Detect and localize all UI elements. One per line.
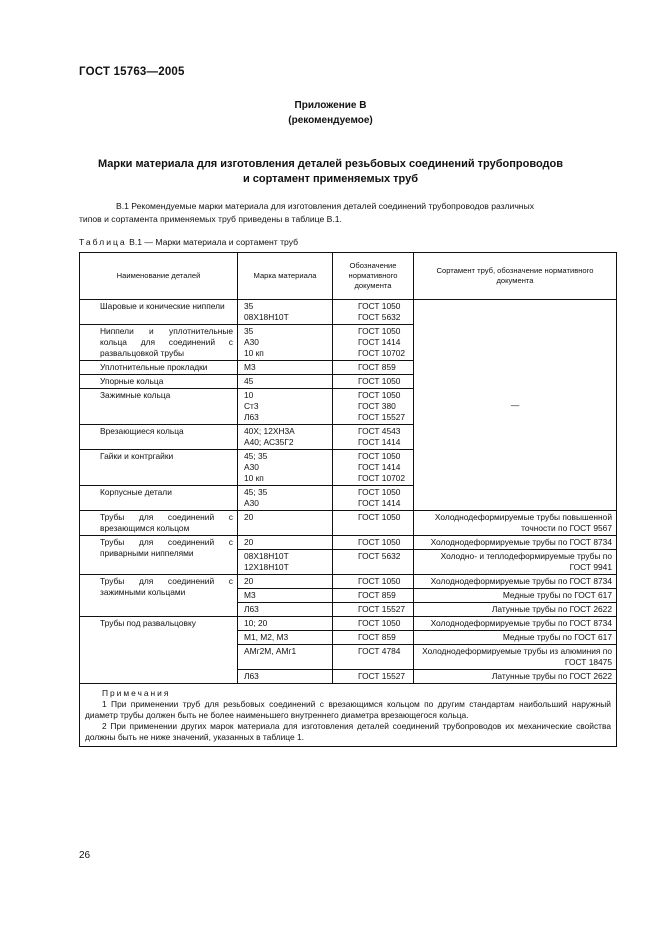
pipe-assortment: Холоднодеформируемые трубы по ГОСТ 8734 [414,575,617,589]
normative-doc: ГОСТ 4784 [333,645,414,670]
material-grade: АМг2М, АМг1 [238,645,333,670]
material-grade: 10 Ст3 Л63 [238,389,333,425]
normative-doc: ГОСТ 859 [333,361,414,375]
table-row [80,617,617,631]
normative-doc: ГОСТ 4543 ГОСТ 1414 [333,425,414,450]
material-grade: 35 08Х18Н10Т [238,300,333,325]
material-grade: Л63 [238,603,333,617]
normative-doc: ГОСТ 15527 [333,603,414,617]
appendix-title-line-1: Марки материала для изготовления деталей резьбовых соединений трубопроводов [98,158,563,170]
page-number: 26 [79,850,91,861]
table-header-row [80,253,617,300]
material-grade: 35 А30 10 кп [238,325,333,361]
material-grade: 20 [238,575,333,589]
material-grade: 40Х; 12ХН3А А40; АС35Г2 [238,425,333,450]
normative-doc: ГОСТ 1050 [333,617,414,631]
assortment-dash: — [414,300,617,511]
note-2: 2 При применении других марок материала для изготовления деталей соединений трубопроводов их механические свойства должны быть не ниже значений, указанных в таблице 1. [85,721,611,742]
header-normative-doc: Обозначение нормативного документа [333,253,414,300]
normative-doc: ГОСТ 1050 ГОСТ 380 ГОСТ 15527 [333,389,414,425]
table-row [80,511,617,536]
part-name: Корпусные детали [80,486,238,511]
pipe-assortment: Латунные трубы по ГОСТ 2622 [414,670,617,684]
normative-doc: ГОСТ 1050 [333,575,414,589]
table-caption-text: В.1 — Марки материала и сортамент труб [126,237,299,247]
normative-doc: ГОСТ 1050 ГОСТ 1414 ГОСТ 10702 [333,450,414,486]
material-grade: 20 [238,511,333,536]
pipe-assortment: Холоднодеформируемые трубы по ГОСТ 8734 [414,536,617,550]
header-material-grade: Марка материала [238,253,333,300]
header-part-name: Наименование деталей [80,253,238,300]
pipe-assortment: Холоднодеформируемые трубы по ГОСТ 8734 [414,617,617,631]
appendix-status: (рекомендуемое) [288,115,373,126]
normative-doc: ГОСТ 1050 [333,536,414,550]
table-row [80,575,617,589]
header-pipe-assortment: Сортамент труб, обозначение нормативного документа [414,253,617,300]
note-1: 1 При применении труб для резьбовых соединений с врезающимся кольцом по другим стандартам наибольший наружный диаметр трубы должен быть не более наименьшего внутреннего диаметра врезающегося кольца. [85,699,611,720]
part-name: Трубы для соединений с зажимными кольцами [80,575,238,617]
normative-doc: ГОСТ 1050 ГОСТ 1414 [333,486,414,511]
material-grade: 08Х18Н10Т 12Х18Н10Т [238,550,333,575]
table-notes [80,684,617,747]
part-name: Трубы для соединений с врезающимся кольцом [80,511,238,536]
material-grade: 10; 20 [238,617,333,631]
materials-table [79,252,617,747]
material-grade: Л63 [238,670,333,684]
normative-doc: ГОСТ 1050 [333,375,414,389]
part-name: Трубы для соединений с приварными ниппелями [80,536,238,575]
part-name: Гайки и контргайки [80,450,238,486]
material-grade: М3 [238,589,333,603]
pipe-assortment: Холодно- и теплодеформируемые трубы по ГОСТ 9941 [414,550,617,575]
table-notes-row [80,684,617,747]
normative-doc: ГОСТ 859 [333,631,414,645]
table-caption [79,237,298,247]
appendix-label: Приложение В [294,100,367,111]
table-row [80,536,617,550]
part-name: Врезающиеся кольца [80,425,238,450]
material-grade: М1, М2, М3 [238,631,333,645]
appendix-title-line-2: и сортамент применяемых труб [242,173,419,185]
normative-doc: ГОСТ 859 [333,589,414,603]
material-grade: 45 [238,375,333,389]
material-grade: 45; 35 А30 [238,486,333,511]
pipe-assortment: Холоднодеформируемые трубы из алюминия по ГОСТ 18475 [414,645,617,670]
standard-header: ГОСТ 15763—2005 [79,66,185,78]
normative-doc: ГОСТ 1050 ГОСТ 5632 [333,300,414,325]
intro-line-1: В.1 Рекомендуемые марки материала для изготовления деталей соединений трубопроводов различных [116,201,535,211]
notes-heading: Примечания [102,688,171,698]
table-caption-label: Таблица [79,237,127,247]
part-name: Зажимные кольца [80,389,238,425]
intro-line-2: типов и сортамента применяемых труб приведены в таблице В.1. [79,214,342,224]
material-grade: 20 [238,536,333,550]
material-grade: 45; 35 А30 10 кп [238,450,333,486]
part-name: Ниппели и уплотнительные кольца для соединений с развальцовкой трубы [80,325,238,361]
material-grade: М3 [238,361,333,375]
part-name: Уплотнительные прокладки [80,361,238,375]
part-name: Трубы под развальцовку [80,617,238,684]
pipe-assortment: Медные трубы по ГОСТ 617 [414,589,617,603]
table-row [80,300,617,325]
normative-doc: ГОСТ 1050 [333,511,414,536]
normative-doc: ГОСТ 15527 [333,670,414,684]
normative-doc: ГОСТ 1050 ГОСТ 1414 ГОСТ 10702 [333,325,414,361]
normative-doc: ГОСТ 5632 [333,550,414,575]
part-name: Шаровые и конические ниппели [80,300,238,325]
pipe-assortment: Холоднодеформируемые трубы повышенной точности по ГОСТ 9567 [414,511,617,536]
pipe-assortment: Медные трубы по ГОСТ 617 [414,631,617,645]
pipe-assortment: Латунные трубы по ГОСТ 2622 [414,603,617,617]
part-name: Упорные кольца [80,375,238,389]
intro-paragraph [79,200,614,226]
